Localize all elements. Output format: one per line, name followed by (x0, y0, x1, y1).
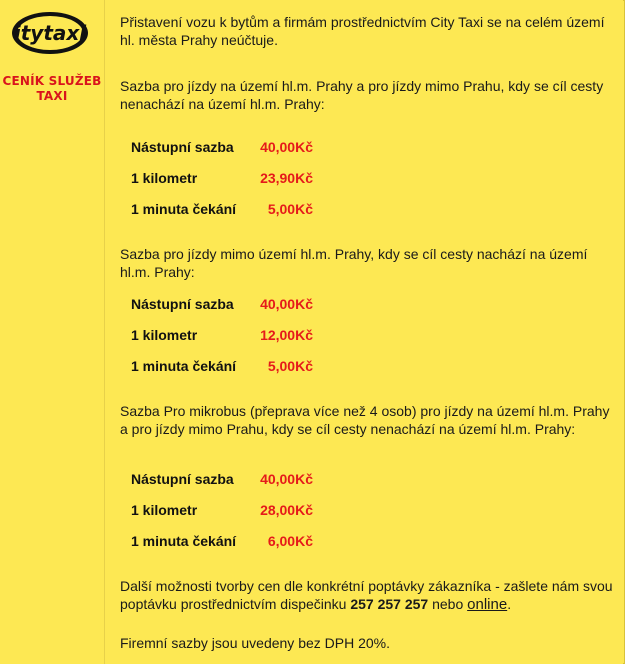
rate-label: 1 kilometr (131, 170, 198, 186)
rate-label: Nástupní sazba (131, 471, 234, 487)
rate-value: 5,00Kč (267, 358, 313, 374)
rate-row (131, 471, 371, 502)
sidebar-title-line2: TAXI (36, 89, 68, 103)
intro-text: Přistavení vozu k bytům a firmám prostřednictvím City Taxi se na celém území hl. města Prahy neúčtuje. (120, 14, 605, 48)
rate-label: 1 kilometr (131, 327, 198, 343)
rate-row (131, 533, 371, 564)
rate-label: 1 minuta čekání (131, 533, 237, 549)
main-content (105, 0, 623, 664)
section-1-heading: Sazba pro jízdy na území hl.m. Prahy a pro jízdy mimo Prahu, kdy se cíl cesty nenachází na území hl.m. Prahy: (120, 78, 604, 112)
section-3-rates (131, 471, 371, 564)
sidebar (0, 0, 105, 664)
city-taxi-logo (10, 10, 90, 56)
rate-row (131, 296, 371, 327)
rate-label: Nástupní sazba (131, 139, 234, 155)
rate-label: Nástupní sazba (131, 296, 234, 312)
rate-row (131, 358, 371, 389)
rate-value: 28,00Kč (260, 502, 313, 518)
online-link[interactable]: online (467, 596, 508, 613)
rate-value: 5,00Kč (267, 201, 313, 217)
sidebar-title (0, 74, 104, 104)
rate-row (131, 201, 371, 232)
footer-text-middle: nebo (428, 596, 468, 612)
rate-label: 1 minuta čekání (131, 358, 237, 374)
rate-label: 1 kilometr (131, 502, 198, 518)
rate-value: 12,00Kč (260, 327, 313, 343)
rate-row (131, 327, 371, 358)
vat-note: Firemní sazby jsou uvedeny bez DPH 20%. (120, 635, 391, 651)
rate-row (131, 139, 371, 170)
rate-label: 1 minuta čekání (131, 201, 237, 217)
rate-row (131, 502, 371, 533)
rate-value: 40,00Kč (260, 471, 313, 487)
footer-text (120, 577, 615, 614)
rate-value: 40,00Kč (260, 296, 313, 312)
section-1-rates (131, 139, 371, 232)
logo-text: itytaxi (13, 21, 87, 45)
sidebar-title-line1: CENÍK SLUŽEB (2, 74, 102, 88)
rate-value: 40,00Kč (260, 139, 313, 155)
rate-value: 6,00Kč (267, 533, 313, 549)
section-3-heading: Sazba Pro mikrobus (přeprava více než 4 osob) pro jízdy na území hl.m. Prahy a pro jízdy mimo Prahu, kdy se cíl cesty nenachází na území hl.m. Prahy: (120, 403, 610, 437)
footer-text-after: . (507, 596, 512, 612)
section-2-rates (131, 296, 371, 389)
rate-row (131, 170, 371, 201)
rate-value: 23,90Kč (260, 170, 313, 186)
section-2-heading: Sazba pro jízdy mimo území hl.m. Prahy, kdy se cíl cesty nachází na území hl.m. Prahy: (120, 246, 588, 280)
dispatch-phone: 257 257 257 (350, 596, 429, 612)
footer-text-before: Další možnosti tvorby cen dle konkrétní poptávky zákazníka - zašlete nám svou poptávku prostřednictvím dispečinku (120, 578, 613, 612)
